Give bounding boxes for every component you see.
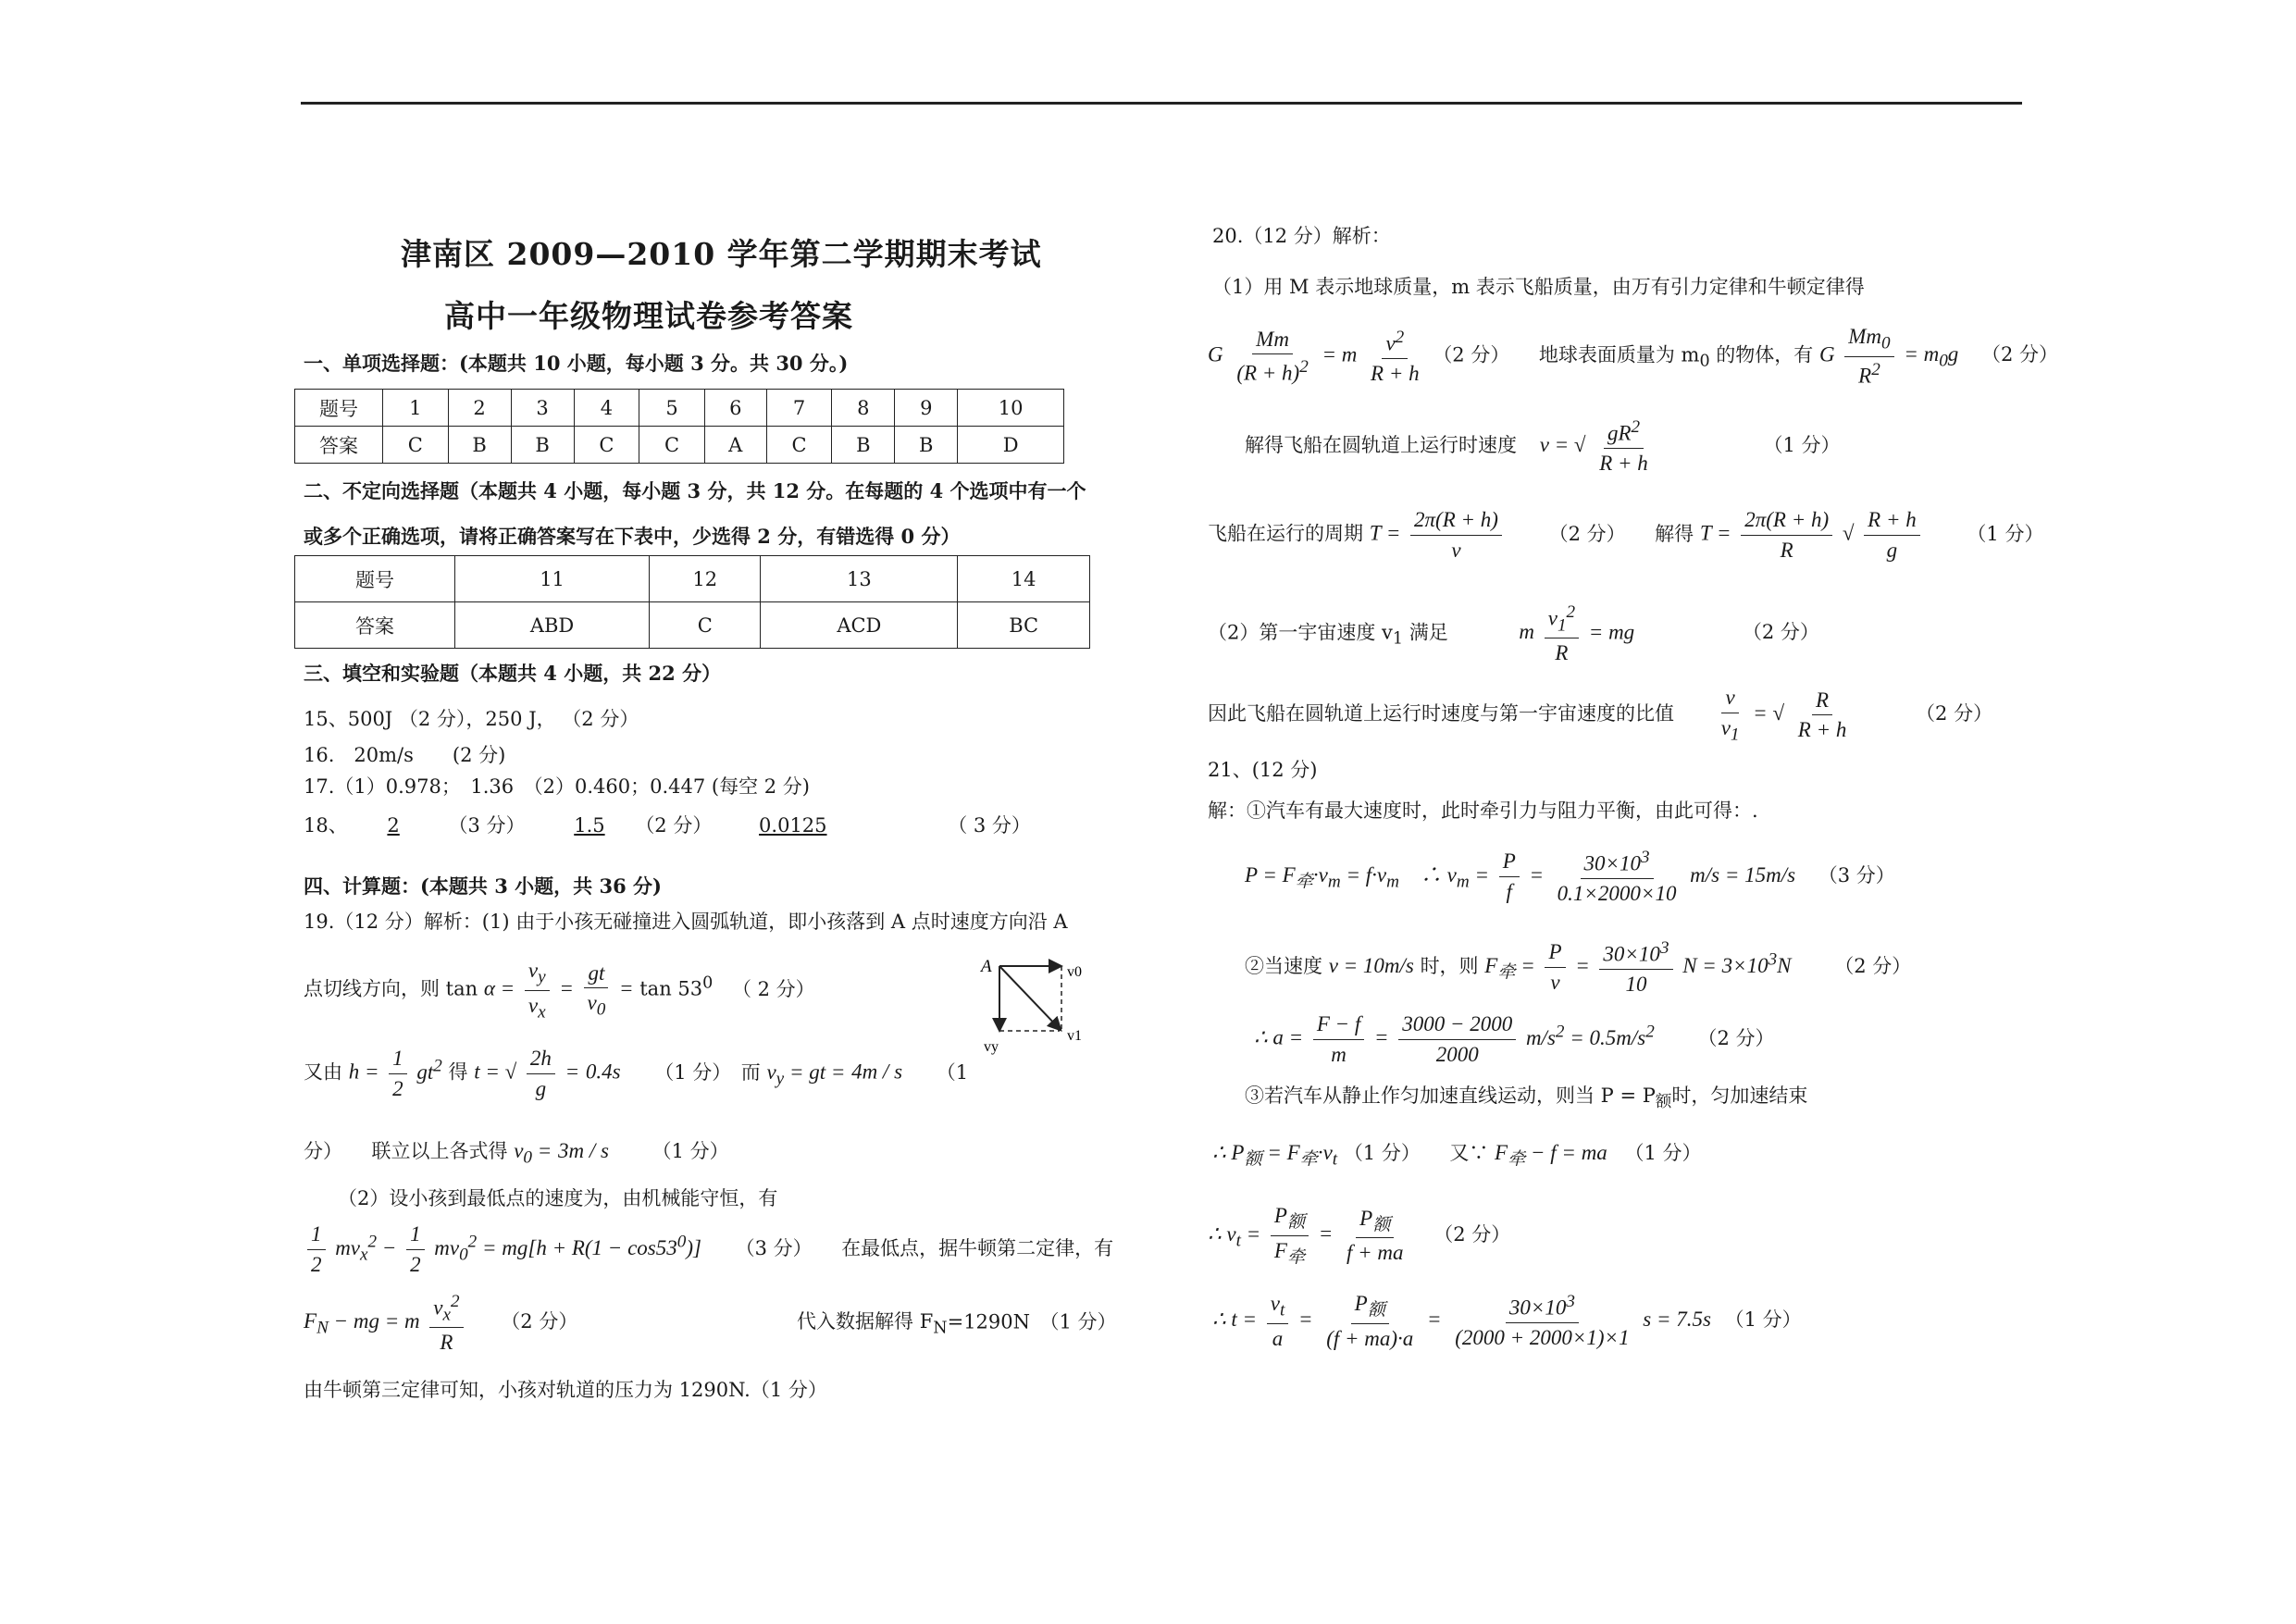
formula-text: α = — [483, 976, 515, 1000]
q20-score: （1 分） — [1967, 522, 2044, 545]
q21-line2: 解：①汽车有最大速度时，此时牵引力与阻力平衡，由此可得：. — [1208, 800, 1758, 822]
table-cell: 6 — [704, 390, 766, 427]
table-cell: C — [650, 602, 761, 649]
table-cell: C — [639, 427, 705, 464]
formula-fraction: $\frac{Mm}{(R + h)^2}$ — [1236, 327, 1309, 385]
q19-score: （ 2 分） — [731, 977, 815, 1000]
formula-text: $v_0$ = — [514, 1139, 552, 1168]
answer-18-score-2: （2 分） — [635, 814, 713, 837]
table-cell: B — [448, 427, 511, 464]
q21-line1: 21、(12 分) — [1208, 759, 1318, 781]
formula-text: = — [1575, 953, 1590, 977]
q19-text: 点切线方向，则 tan — [304, 977, 478, 1000]
formula-text: G — [1818, 342, 1835, 366]
table-cell: ACD — [761, 602, 958, 649]
q21-score: （3 分） — [1818, 863, 1895, 886]
formula-text: $m/s^2 = 0.5m/s^2$ — [1525, 1021, 1655, 1049]
q20-text: （2 分） 地球表面质量为 m — [1433, 343, 1700, 366]
table-cell: A — [704, 427, 766, 464]
formula-text: √ — [1842, 521, 1855, 545]
formula-fraction: $\frac{v^2}{R + h}$ — [1371, 327, 1420, 385]
q19-result: 0.4s — [585, 1060, 621, 1084]
q21-text: 时，匀加速结束 — [1671, 1085, 1808, 1107]
formula-text: = mg — [1588, 620, 1635, 644]
answer-table-1 — [294, 389, 1064, 464]
formula-text: = √ — [1753, 701, 1785, 725]
formula-fraction: $\frac{1}{2}$ — [307, 1221, 326, 1277]
formula-text: m — [1519, 620, 1535, 644]
q19-result: 4m / s — [851, 1060, 903, 1084]
table-cell: 答案 — [295, 602, 455, 649]
q19-text: （1 分） 而 — [654, 1060, 761, 1084]
formula-fraction: $\frac{R}{R + h}$ — [1797, 688, 1847, 742]
table-cell: 题号 — [295, 556, 455, 602]
table-cell: 5 — [639, 390, 705, 427]
formula-fraction: $\frac{P_额}{f + ma}$ — [1347, 1206, 1404, 1265]
formula-text: = — [559, 976, 574, 1000]
table-cell: BC — [958, 602, 1090, 649]
table-cell: 12 — [650, 556, 761, 602]
q19-line3 — [304, 1046, 968, 1101]
formula-text: $N = 3\times 10^3N$ — [1682, 949, 1792, 977]
formula-fraction: $\frac{P_额}{F_牵}$ — [1271, 1203, 1309, 1268]
table-row — [295, 556, 1090, 602]
q20-line3: G $\frac{Mm}{(R + h)^2}$ = m $\frac{v^2}{R + h}$ （2 分） 地球表面质量为 $m_0$ 的物体，有 G $\frac{Mm_0}{R^2}$ = $m_0g$ （2 分） — [1208, 325, 2059, 388]
formula-fraction: $\frac{P}{v}$ — [1545, 939, 1565, 995]
q19-line5: （2）设小孩到最低点的速度为，由机械能守恒，有 — [338, 1187, 778, 1209]
answer-18-score-3: （ 3 分） — [948, 814, 1031, 837]
q19-text: 又由 — [304, 1060, 342, 1084]
formula-text: v = 10m/s — [1328, 953, 1414, 977]
formula-fraction: $\frac{v_t}{a}$ — [1267, 1291, 1289, 1351]
table-cell: C — [766, 427, 832, 464]
velocity-diagram — [976, 953, 1097, 1055]
formula-text: = — [1318, 1221, 1334, 1246]
q20-line6: （2）第一宇宙速度 $v_1$ 满足 m $\frac{v_1^2}{R}$ = mg （2 分） — [1208, 602, 1819, 665]
answer-18-value-1: 2 — [387, 814, 400, 837]
q21-score: （2 分） — [1697, 1026, 1775, 1049]
q21-text: 时，则 — [1420, 954, 1479, 977]
table-cell: 2 — [448, 390, 511, 427]
q20-line4 — [1245, 416, 1841, 477]
q21-text: ③若汽车从静止作匀加速直线运动，则当 P = P — [1245, 1085, 1656, 1107]
q21-line4 — [1245, 937, 1911, 998]
answer-15: 15、500J （2 分），250 J， （2 分） — [304, 708, 639, 730]
formula-text: = m — [1322, 342, 1358, 366]
section-2-heading-line2: 或多个正确选项，请将正确答案写在下表中，少选得 2 分，有错选得 0 分） — [304, 525, 961, 548]
formula-text: $v_y$ = gt = — [766, 1060, 846, 1089]
formula-fraction: $\frac{30\times 10^3}{0.1\times 2000\times 10}$ — [1557, 848, 1677, 906]
diagram-label-vy: vy — [984, 1039, 999, 1055]
formula-text: $mv_x^2$ − — [335, 1231, 397, 1265]
formula-text: ∴ $P_额 = F_牵\cdot v_t$ — [1212, 1141, 1338, 1170]
q19-result: 3m / s — [557, 1139, 609, 1162]
q20-line2: （1）用 M 表示地球质量，m 表示飞船质量，由万有引力定律和牛顿定律得 — [1212, 276, 1865, 298]
q20-text: 因此飞船在圆轨道上运行时速度与第一宇宙速度的比值 — [1208, 702, 1674, 725]
table-cell: 8 — [832, 390, 895, 427]
formula-text: G — [1208, 342, 1223, 366]
table-cell: ABD — [455, 602, 650, 649]
section-3-heading: 三、填空和实验题（本题共 4 小题，共 22 分） — [304, 662, 722, 685]
formula-text: = — [1426, 1308, 1442, 1332]
q20-score: （1 分） — [1763, 433, 1841, 456]
answer-17: 17.（1）0.978； 1.36 （2）0.460；0.447 (每空 2 分) — [304, 775, 811, 798]
formula-text: = $m_0g$ — [1904, 342, 1959, 372]
formula-text: T = — [1699, 521, 1731, 545]
q21-line7 — [1212, 1140, 1702, 1171]
formula-fraction: $\frac{Mm_0}{R^2}$ — [1844, 324, 1893, 389]
q21-text: ②当速度 — [1245, 954, 1322, 977]
q20-line5 — [1208, 507, 2043, 563]
table-row — [295, 602, 1090, 649]
diagram-label-v0: v0 — [1067, 964, 1082, 980]
formula-fraction: $\frac{2\pi(R + h)}{v}$ — [1410, 507, 1502, 563]
section-1-heading: 一、单项选择题：(本题共 10 小题，每小题 3 分。共 30 分。) — [304, 352, 849, 375]
top-rule — [301, 102, 2022, 105]
table-cell: B — [832, 427, 895, 464]
answer-table-2 — [294, 555, 1090, 649]
v1-arrow — [999, 966, 1060, 1029]
formula-fraction: $\frac{P_额}{(f + ma)\cdot a}$ — [1326, 1292, 1414, 1350]
q20-score: （2 分） — [1742, 621, 1819, 644]
table-cell: 9 — [895, 390, 958, 427]
formula-text: $F_N$ − mg = m — [304, 1309, 420, 1339]
answer-18-value-3: 0.0125 — [759, 814, 827, 837]
table-cell: 13 — [761, 556, 958, 602]
q19-text: 代入数据解得 F — [797, 1310, 934, 1333]
section-2-heading-line1: 二、不定向选择题（本题共 4 小题，每小题 3 分，共 12 分。在每题的 4 个选项中有一个 — [304, 479, 1086, 502]
q19-line4 — [304, 1138, 729, 1169]
q20-text: 的物体，有 — [1716, 343, 1814, 366]
formula-text: ∴ a = — [1254, 1025, 1304, 1049]
q19-line6 — [304, 1221, 1113, 1277]
formula-fraction: $\frac{v_x^2}{R}$ — [429, 1291, 463, 1356]
formula-fraction: $\frac{P}{f}$ — [1499, 849, 1520, 904]
q19-text: 分） 联立以上各式得 — [304, 1140, 508, 1162]
formula-fraction: $\frac{R + h}{g}$ — [1864, 507, 1920, 563]
table-cell: B — [511, 427, 574, 464]
table-cell: 7 — [766, 390, 832, 427]
q20-text: 满足 — [1409, 621, 1448, 644]
formula-text: = — [619, 976, 634, 1000]
formula-fraction: $\frac{2h}{g}$ — [527, 1046, 555, 1101]
q21-score: （2 分） — [1834, 954, 1912, 977]
formula-fraction: $\frac{30\times 10^3}{(2000 + 2000\times 1)\times 1}$ — [1455, 1292, 1630, 1350]
formula-text: v = √ — [1539, 432, 1586, 456]
formula-fraction: $\frac{1}{2}$ — [389, 1046, 407, 1101]
q19-text: （3 分） 在最低点，据牛顿第二定律，有 — [735, 1236, 1114, 1259]
q20-text: 解得飞船在圆轨道上运行时速度 — [1245, 433, 1517, 456]
table-cell: C — [574, 427, 639, 464]
formula-fraction: $\frac{gt}{v_0}$ — [584, 961, 610, 1021]
formula-text: = — [1374, 1025, 1389, 1049]
q19-line2: 点切线方向，则 tan α = $\frac{v_y}{v_x}$ = $\frac{gt}{v_0}$ = $\tan 53^0$ （ 2 分） — [304, 959, 815, 1023]
table-cell: 3 — [511, 390, 574, 427]
q19-line1: 19.（12 分）解析：(1) 由于小孩无碰撞进入圆弧轨道，即小孩落到 A 点时速度方向沿 A — [304, 911, 1068, 933]
formula-fraction: $\frac{v}{v_1}$ — [1720, 686, 1740, 745]
table-row — [295, 427, 1064, 464]
formula-fraction: $\frac{v_1^2}{R}$ — [1545, 601, 1579, 666]
q19-text: 得 — [448, 1060, 468, 1084]
q20-text: （2）第一宇宙速度 v — [1208, 621, 1393, 644]
q21-line9 — [1212, 1291, 1802, 1351]
diagram-label-v1: v1 — [1067, 1028, 1082, 1044]
formula-fraction: $\frac{v_y}{v_x}$ — [525, 958, 550, 1023]
q19-text: tan 53 — [639, 977, 703, 1000]
q19-line7: $F_N$ − mg = m $\frac{v_x^2}{R}$ （2 分） 代入数据解得 $F_N=1290N$ （1 分） — [304, 1292, 1117, 1355]
table-row — [295, 390, 1064, 427]
formula-text: m/s = 15m/s — [1690, 862, 1796, 886]
formula-text: ∴ $v_t$ = — [1208, 1221, 1261, 1251]
q20-line1: 20.（12 分）解析： — [1212, 225, 1391, 247]
formula-text: $F_牵 - f$ = ma — [1495, 1141, 1607, 1170]
table-cell: 答案 — [295, 427, 383, 464]
table-cell: 10 — [958, 390, 1064, 427]
formula-fraction: $\frac{30\times 10^3}{10}$ — [1599, 937, 1672, 998]
q20-text: （2 分） 解得 — [1548, 522, 1694, 545]
q21-score: （2 分） — [1433, 1222, 1511, 1246]
table-cell: 14 — [958, 556, 1090, 602]
answer-18 — [304, 814, 1031, 837]
table-cell: 11 — [455, 556, 650, 602]
q21-line6: ③若汽车从静止作匀加速直线运动，则当 $P = P_额$时，匀加速结束 — [1245, 1085, 1808, 1112]
q21-line3 — [1245, 847, 1895, 907]
table-cell: B — [895, 427, 958, 464]
formula-fraction: $\frac{2\pi(R + h)}{R}$ — [1741, 507, 1832, 563]
formula-fraction: $\frac{F - f}{m}$ — [1313, 1011, 1364, 1067]
table-cell: 1 — [383, 390, 449, 427]
formula-text: h = — [348, 1060, 379, 1084]
formula-text: $F_牵$ = — [1484, 953, 1535, 983]
q19-text: （1 — [936, 1060, 969, 1084]
formula-text: s = 7.5s — [1643, 1308, 1711, 1332]
table-cell: C — [383, 427, 449, 464]
q19-score: （1 分） — [652, 1140, 729, 1162]
q20-score: （2 分） — [1980, 343, 2059, 366]
formula-text: t = √ — [474, 1060, 517, 1084]
table-cell: D — [958, 427, 1064, 464]
formula-text: = — [565, 1060, 580, 1084]
formula-fraction: $\frac{3000 - 2000}{2000}$ — [1398, 1011, 1516, 1067]
answer-18-label: 18、 — [304, 814, 348, 837]
formula-text: ∴ t = — [1212, 1308, 1258, 1332]
formula-text: $gt^2$ — [416, 1055, 442, 1084]
formula-text: $mv_0^2 = mg[h + R(1 - \cos 53^0)]$ — [434, 1231, 701, 1265]
q20-text: 飞船在运行的周期 — [1208, 522, 1363, 545]
formula-text: $P = F_牵\cdot v_m = f\cdot v_m$ ∴ $v_m$ = — [1245, 862, 1489, 892]
q21-line8 — [1208, 1203, 1510, 1268]
formula-fraction: $\frac{gR^2}{R + h}$ — [1599, 417, 1648, 476]
q21-score: （1 分） — [1624, 1142, 1702, 1164]
q20-score: （2 分） — [1916, 702, 1993, 725]
diagram-label-A: A — [981, 957, 992, 976]
q21-line5 — [1254, 1011, 1775, 1067]
formula-fraction: $\frac{1}{2}$ — [406, 1221, 425, 1277]
formula-text: T = — [1369, 521, 1401, 545]
q19-line8: 由牛顿第三定律可知，小孩对轨道的压力为 1290N.（1 分） — [304, 1379, 827, 1401]
formula-text: = — [1529, 862, 1544, 886]
q21-text: （1 分） 又∵ — [1343, 1142, 1489, 1164]
answer-16: 16. 20m/s (2 分) — [304, 744, 506, 766]
answer-18-score-1: （3 分） — [448, 814, 526, 837]
q20-line7 — [1208, 685, 1992, 745]
q21-score: （1 分） — [1724, 1308, 1802, 1332]
table-cell: 题号 — [295, 390, 383, 427]
section-4-heading: 四、计算题：(本题共 3 小题，共 36 分) — [304, 874, 662, 898]
table-cell: 4 — [574, 390, 639, 427]
page-subtitle: 高中一年级物理试卷参考答案 — [444, 298, 853, 334]
q19-text: =1290N （1 分） — [947, 1310, 1117, 1333]
formula-text: = — [1297, 1308, 1313, 1332]
page-title: 津南区 2009—2010 学年第二学期期末考试 — [401, 236, 1042, 272]
q19-score: （2 分） — [501, 1310, 578, 1333]
answer-18-value-2: 1.5 — [574, 814, 605, 837]
